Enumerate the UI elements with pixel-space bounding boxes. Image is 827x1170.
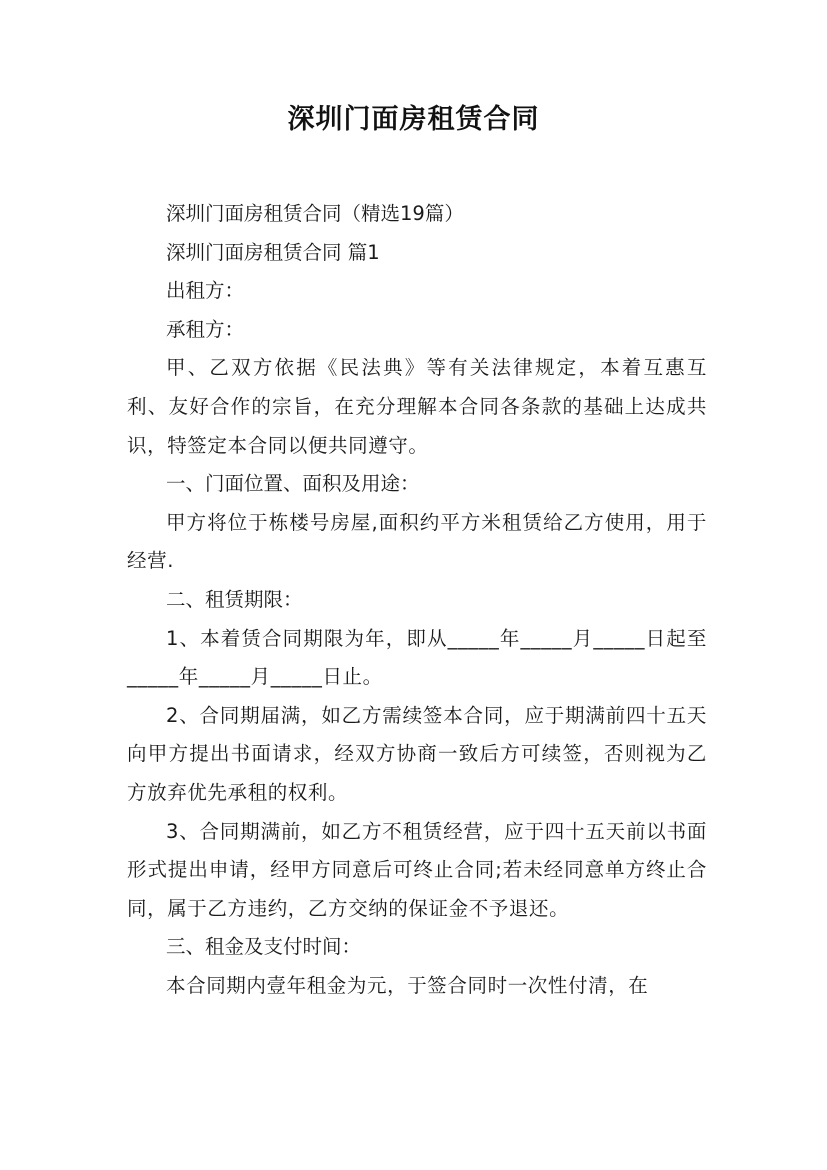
lessee-label: 承租方：: [166, 317, 245, 341]
clause-1-paragraph: 甲方将位于栋楼号房屋,面积约平方米租赁给乙方使用，用于经营.: [127, 510, 707, 573]
clause-2-item-1: 1、本着赁合同期限为年，即从_____年_____月_____日起至_____年_____月_____日止。: [127, 626, 707, 689]
lessor-label: 出租方：: [166, 279, 245, 303]
document-body: [127, 195, 707, 1005]
clause-heading-3: 三、租金及支付时间：: [166, 935, 362, 959]
clause-2-item-3: 3、合同期满前，如乙方不租赁经营，应于四十五天前以书面形式提出申请，经甲方同意后可终止合同;若未经同意单方终止合同，属于乙方违约，乙方交纳的保证金不予退还。: [127, 819, 707, 920]
preamble-paragraph: 甲、乙双方依据《民法典》等有关法律规定，本着互惠互利、友好合作的宗旨，在充分理解本合同各条款的基础上达成共识，特签定本合同以便共同遵守。: [127, 356, 707, 457]
subtitle-paragraph: 深圳门面房租赁合同（精选19篇）: [166, 202, 464, 225]
clause-3-paragraph: 本合同期内壹年租金为元，于签合同时一次性付清，在: [166, 973, 649, 997]
clause-heading-2: 二、租赁期限：: [166, 587, 303, 611]
clause-2-item-2: 2、合同期届满，如乙方需续签本合同，应于期满前四十五天向甲方提出书面请求，经双方协商一致后方可续签，否则视为乙方放弃优先承租的权利。: [127, 703, 707, 804]
section-heading-paragraph: 深圳门面房租赁合同 篇1: [166, 240, 380, 264]
document-title: 深圳门面房租赁合同: [287, 104, 540, 135]
clause-heading-1: 一、门面位置、面积及用途：: [166, 472, 420, 496]
